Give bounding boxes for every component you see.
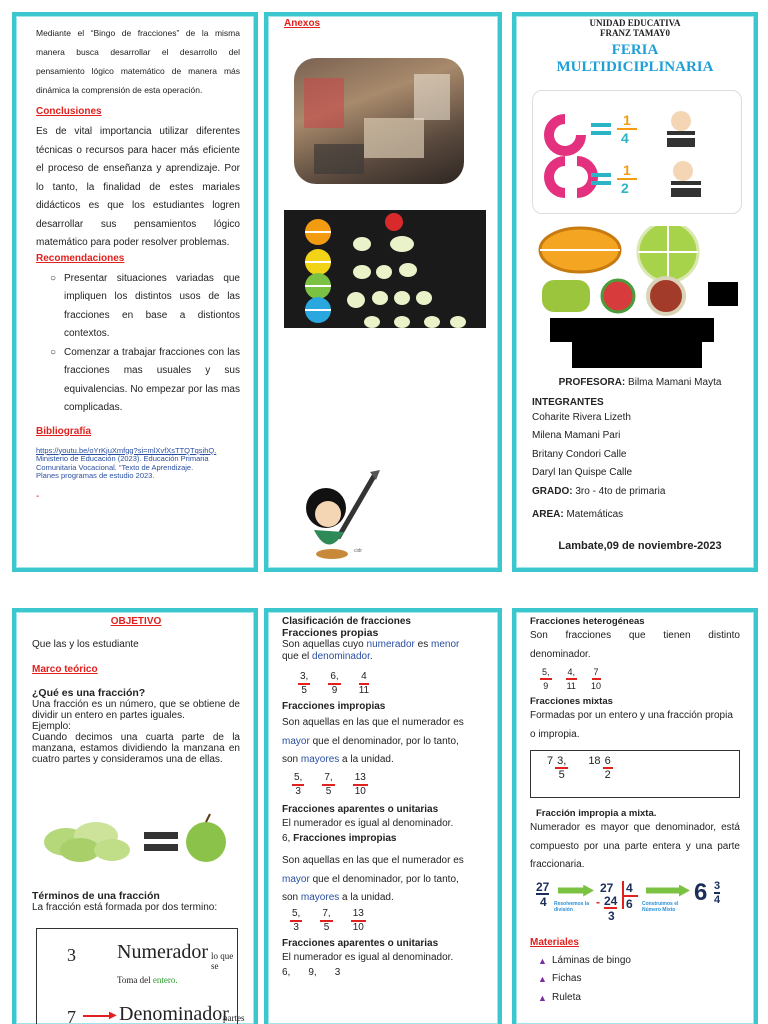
fecha: Lambate,09 de noviembre-2023: [558, 539, 722, 552]
propias-heading: Fracciones propias: [282, 627, 379, 639]
mixta-heading: Fracción impropia a mixta.: [536, 808, 657, 819]
integrante: Milena Mamani Pari: [532, 430, 621, 441]
hetero-fractions: $\frac{5,}{9}$ $\frac{4,}{11}$ $\frac{7}{10}$: [542, 667, 602, 691]
impropias-text-2: Son aquellas en las que el numerador es mayor que el denominador, por lo tanto, son mayores a la unidad.: [282, 855, 464, 903]
propias-text: Son aquellas cuyo numerador es menor que el denominador.: [282, 639, 460, 662]
signature: cidr: [354, 548, 363, 554]
impropias-fractions-2: $\frac{5,}{3}$ $\frac{7,}{5}$ $\frac{13}{10}$: [292, 907, 364, 933]
material-item: ▲ Fichas: [538, 973, 582, 984]
terminos-text: La fracción está formada por dos termino:: [32, 902, 218, 913]
panel-anexos: [264, 12, 502, 572]
impropias-text: Son aquellas en las que el numerador es mayor que el denominador, por lo tanto, son mayores a la unidad.: [282, 717, 464, 765]
fruit-fractions-graphic: [536, 226, 742, 318]
intro-paragraph: Mediante el “Bingo de fracciones” de la misma manera busca desarrollar el desarrollo del pensamiento lógico matemático de manera más dinámica la comprensión de esta operación.: [36, 28, 240, 95]
integrante: Coharite Rivera Lizeth: [532, 411, 631, 423]
materiales-heading: Materiales: [530, 936, 579, 948]
mixta-text: Numerador es mayor que denominador, está compuesto por una parte entera y una parte fraccionaria.: [530, 822, 740, 870]
classroom-photo: [294, 58, 464, 184]
panel-clasificacion: [264, 608, 502, 1024]
mixta-diagram: 27 4 Resolvemos la división 27 - 24 3 4 6 Construimos el Número Mixto 6 3 4: [536, 878, 721, 923]
integrante: Britany Condori Calle: [532, 448, 627, 460]
hetero-text: Son fracciones que tienen distinto denominador.: [530, 630, 740, 660]
feria-title-1: FERIA: [611, 42, 659, 58]
biblio-line: Ministerio de Educación (2023). Educación Primaria: [36, 454, 209, 463]
area-line: AREA: Matemáticas: [532, 509, 624, 520]
impropias-heading: Fracciones impropias: [282, 701, 386, 712]
conclusiones-text: Es de vital importancia utilizar diferentes técnicas o recursos para hacer más eficiente el proceso de enseñanza y aprendizaje. Por lo tanto, la finalidad de estes mariales didácticos es que los estudiantes logren desarrollar sus pensamientos lógico matemático para poder resolver problemas.: [36, 126, 240, 248]
fraction-cards-graphic: [284, 210, 486, 328]
material-item: ▲ Ruleta: [538, 991, 581, 1003]
arrow-head-icon: ▶: [109, 1010, 117, 1021]
arrow-icon: [646, 885, 690, 897]
recomendacion-item: ○ Comenzar a trabajar fracciones con las fracciones mas usuales y sus equivalencias. No empezar por las mas complicadas.: [50, 346, 240, 413]
panel-cover: [512, 12, 758, 572]
redaction-block: [550, 318, 714, 342]
fraction-equations-card: [532, 90, 742, 214]
school-line-1: UNIDAD EDUCATIVA: [589, 18, 681, 28]
ejemplo-label: Ejemplo:: [32, 721, 71, 732]
aparentes-heading-2: Fracciones aparentes o unitarias: [282, 937, 439, 949]
hetero-heading: Fracciones heterogéneas: [530, 616, 645, 627]
marco-heading: Marco teórico: [32, 664, 98, 675]
svg-text:1: 1: [623, 162, 631, 178]
fraction-equations-graphic: [533, 91, 743, 215]
panel-conclusiones: [12, 12, 258, 572]
integrante: Daryl Ian Quispe Calle: [532, 467, 633, 478]
recomendacion-item: ○ Presentar situaciones variadas que impliquen los distintos usos de las fracciones en base a distiontos contextos.: [50, 272, 240, 339]
objetivo-text: Que las y los estudiante: [32, 639, 139, 650]
aparentes-heading: Fracciones aparentes o unitarias: [282, 803, 439, 815]
mafalda-pen-illustration: [288, 468, 398, 560]
terminos-diagram: 3 Numerador lo que se Toma del entero. 7 ▶ Denominador partes: [36, 928, 238, 1024]
svg-text:1: 1: [623, 112, 631, 128]
mixtas-heading: Fracciones mixtas: [530, 696, 613, 707]
fraction-cards-photo: [284, 210, 486, 328]
svg-text:4: 4: [621, 130, 629, 146]
que-es-text: Una fracción es un número, que se obtiene de dividir un entero en partes iguales.: [32, 699, 240, 721]
aparentes-text: El numerador es igual al denominador.: [282, 817, 454, 829]
bibliografia-heading: Bibliografía: [36, 425, 92, 437]
conclusiones-heading: Conclusiones: [36, 106, 102, 117]
school-line-2: FRANZ TAMAY0: [599, 28, 671, 38]
dash: -: [36, 490, 40, 502]
objetivo-heading: OBJETIVO: [110, 616, 162, 627]
feria-title-2: MULTIDICIPLINARIA: [556, 59, 714, 75]
aparentes-numbers: 6, 9, 3: [282, 967, 341, 978]
integrantes-heading: INTEGRANTES: [532, 396, 604, 408]
redaction-block: [572, 342, 702, 368]
clasificacion-heading: Clasificación de fracciones: [282, 616, 411, 627]
biblio-link[interactable]: https://youtu.be/oYrKjuXmfgg?si=mlXvfXsTTQTqsihQ.: [36, 445, 217, 455]
recomendaciones-heading: Recomendaciones: [36, 252, 125, 264]
mixtas-text: Formadas por un entero y una fracción propia o impropia.: [530, 710, 733, 740]
profesora-line: PROFESORA: Bilma Mamani Mayta: [558, 377, 722, 388]
material-item: ▲ Láminas de bingo: [538, 954, 631, 966]
ejemplo-text: Cuando decimos una cuarta parte de la manzana, estamos dividiendo la manzana en cuatro partes y consideramos una de ellas.: [32, 732, 240, 765]
aparentes-text-2: El numerador es igual al denominador.: [282, 951, 454, 963]
grado-line: GRADO: 3ro - 4to de primaria: [532, 485, 666, 497]
terminos-heading: Términos de una fracción: [32, 890, 160, 902]
impropias-fractions: $\frac{5,}{3}$ $\frac{7,}{5}$ $\frac{13}{10}$: [294, 771, 366, 797]
biblio-line: Planes programas de estudio 2023.: [36, 471, 155, 480]
que-es-heading: ¿Qué es una fracción?: [32, 687, 146, 699]
impropias-heading-2: 6, Fracciones impropias: [282, 833, 397, 844]
arrow-icon: [558, 885, 594, 897]
svg-text:2: 2: [621, 180, 629, 196]
panel-heterogeneas: [512, 608, 758, 1024]
mixtas-box: 7 $\frac{3,}{5}$ 18 $\frac{6}{2}$: [530, 750, 740, 798]
propias-fractions: $\frac{3,}{5}$ $\frac{6,}{9}$ $\frac{4}{11}$: [300, 671, 370, 696]
arrow-icon: [83, 1015, 111, 1017]
apple-equation-graphic: [36, 804, 236, 872]
anexos-heading: Anexos: [284, 18, 321, 29]
biblio-line: Comunitaria Vocacional. “Texto de Aprendizaje.: [36, 462, 194, 472]
panel-objetivo: [12, 608, 258, 1024]
